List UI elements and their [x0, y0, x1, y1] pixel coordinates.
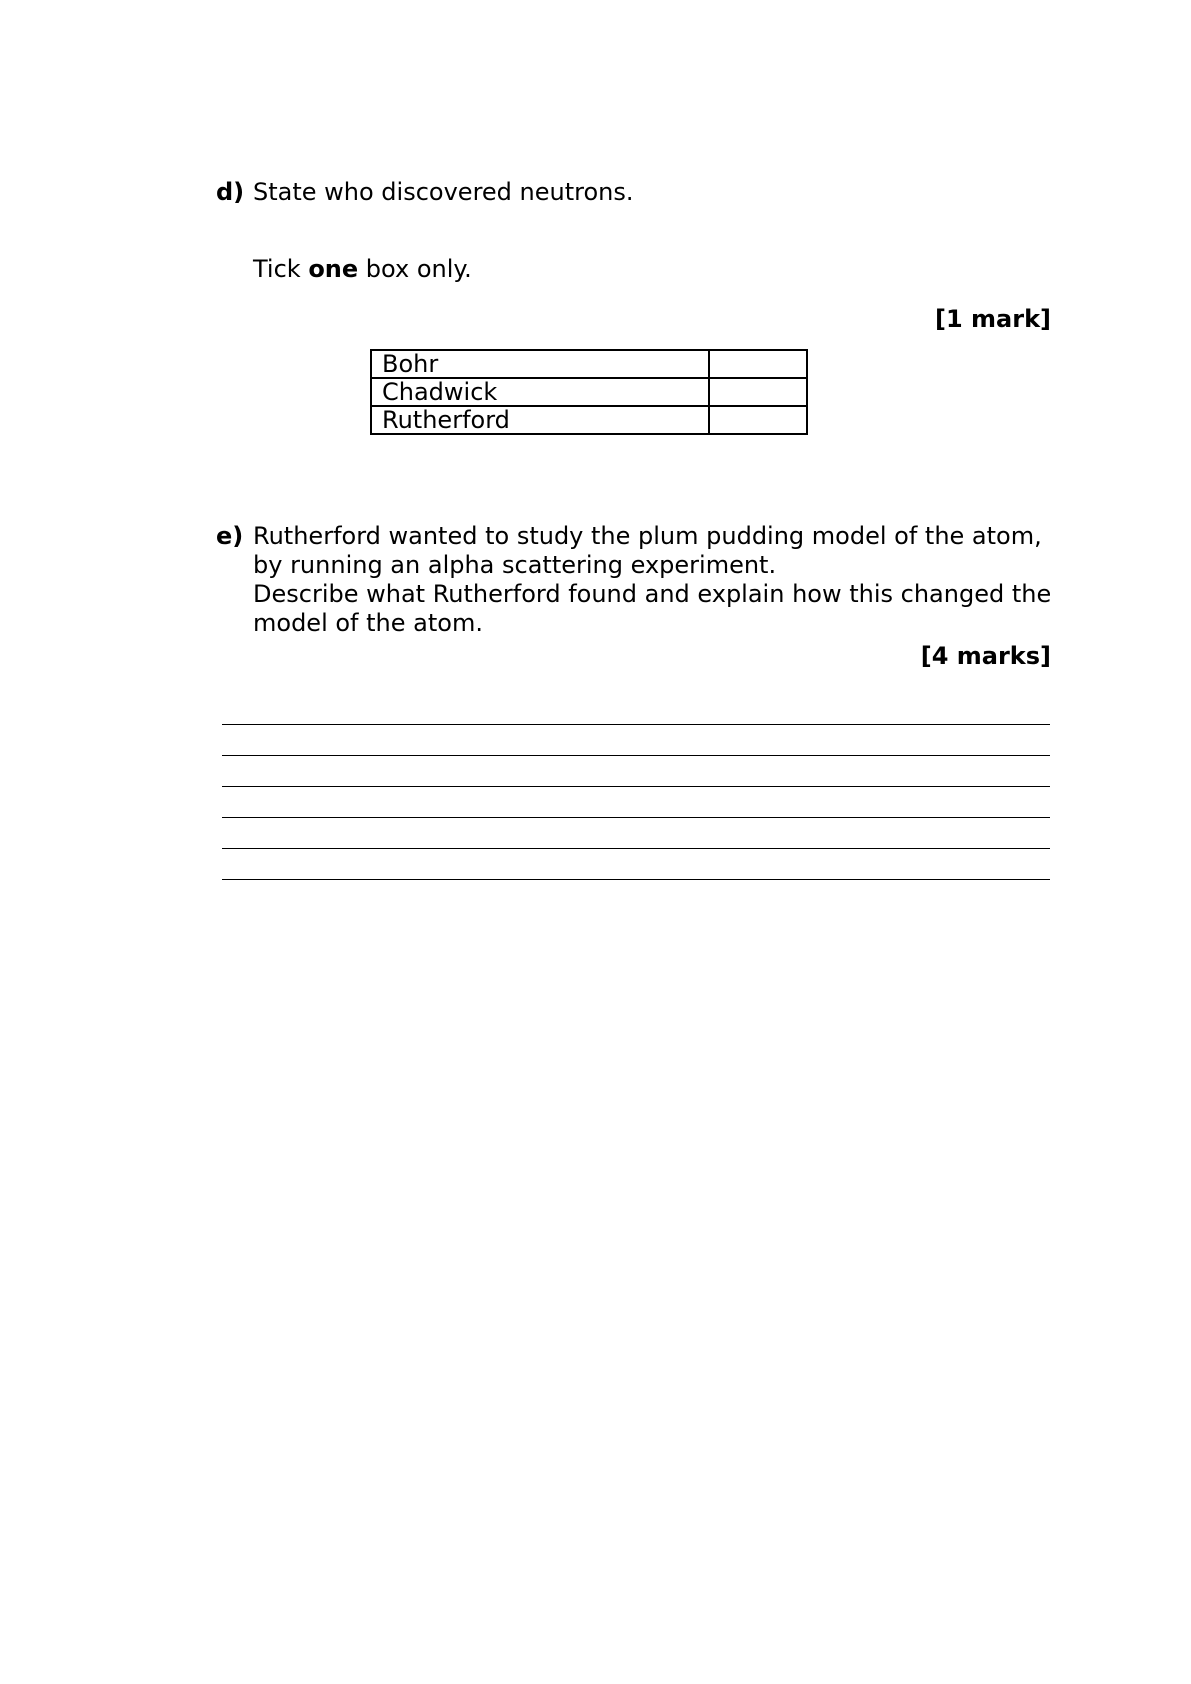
- answer-line[interactable]: [222, 818, 1050, 849]
- question-e-line: Describe what Rutherford found and explain how this changed the: [253, 580, 1052, 608]
- instruction-emphasis: one: [308, 255, 359, 283]
- answer-line[interactable]: [222, 849, 1050, 880]
- choice-label: Bohr: [371, 350, 709, 378]
- instruction-text-start: Tick: [253, 255, 309, 283]
- answer-choices-table: [370, 349, 808, 435]
- choice-label: Chadwick: [371, 378, 709, 406]
- answer-line[interactable]: [222, 694, 1050, 725]
- question-e-label: e): [216, 522, 244, 550]
- question-e-marks: [4 marks]: [920, 642, 1051, 670]
- question-e-line: by running an alpha scattering experiment.: [253, 551, 777, 579]
- instruction-text-end: box only.: [358, 255, 472, 283]
- tick-box[interactable]: [709, 378, 807, 406]
- tick-box[interactable]: [709, 406, 807, 434]
- choice-row: [371, 378, 807, 406]
- answer-line[interactable]: [222, 787, 1050, 818]
- question-e-text: [253, 522, 1053, 638]
- choice-row: [371, 406, 807, 434]
- answer-line[interactable]: [222, 725, 1050, 756]
- question-e-line: Rutherford wanted to study the plum pudding model of the atom,: [253, 522, 1042, 550]
- choice-row: [371, 350, 807, 378]
- question-d-instruction: [253, 255, 472, 284]
- tick-box[interactable]: [709, 350, 807, 378]
- question-d-marks: [1 mark]: [935, 305, 1051, 333]
- question-e-line: model of the atom.: [253, 609, 483, 637]
- question-d-text: State who discovered neutrons.: [253, 178, 634, 206]
- question-d-label: d): [216, 178, 245, 206]
- answer-line[interactable]: [222, 756, 1050, 787]
- choice-label: Rutherford: [371, 406, 709, 434]
- answer-lines[interactable]: [222, 694, 1050, 880]
